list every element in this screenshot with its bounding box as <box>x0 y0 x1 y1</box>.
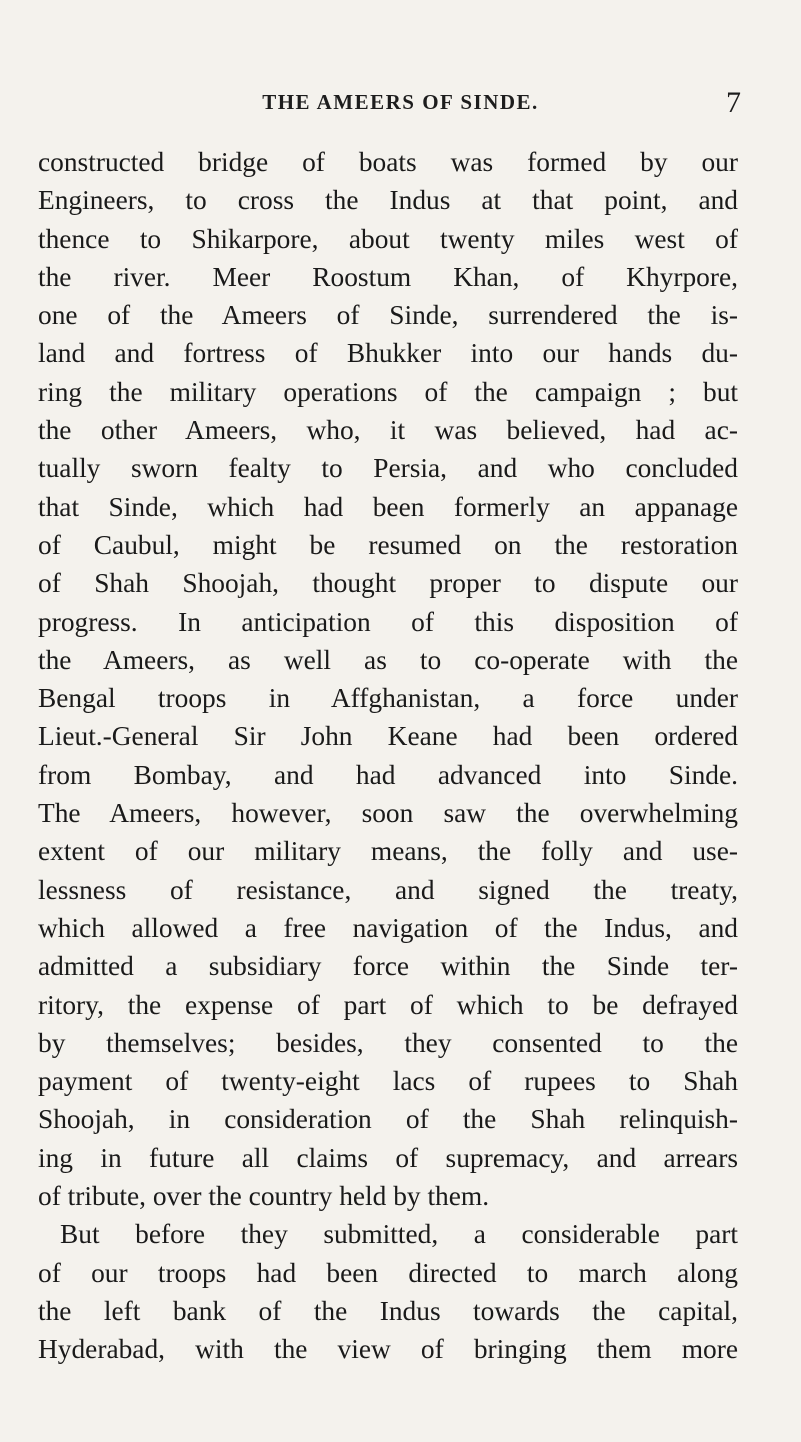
text-line: admitted a subsidiary force within the Sinde ter- <box>38 951 738 982</box>
body-text <box>38 143 738 1369</box>
text-line: ing in future all claims of supremacy, and arrears <box>38 1142 738 1173</box>
text-line: constructed bridge of boats was formed by our <box>38 147 738 177</box>
text-line: Bengal troops in Affghanistan, a force under <box>38 683 738 714</box>
paragraph-2 <box>38 1215 738 1368</box>
text-line: the left bank of the Indus towards the capital, <box>38 1295 738 1326</box>
text-line: But before they submitted, a considerable part <box>60 1219 738 1250</box>
text-line: progress. In anticipation of this disposition of <box>38 606 738 637</box>
paragraph-1 <box>38 143 738 1215</box>
text-line: Shoojah, in consideration of the Shah relinquish- <box>38 1104 738 1135</box>
text-line: Engineers, to cross the Indus at that point, and <box>38 185 738 216</box>
text-line: of our troops had been directed to march along <box>38 1257 738 1288</box>
text-line: the Ameers, as well as to co-operate with the <box>38 644 738 675</box>
text-line: of Caubul, might be resumed on the restoration <box>38 529 738 560</box>
text-line: lessness of resistance, and signed the treaty, <box>38 874 738 905</box>
text-line: of Shah Shoojah, thought proper to dispute our <box>38 568 738 599</box>
text-line: The Ameers, however, soon saw the overwhelming <box>38 798 738 829</box>
text-line: the river. Meer Roostum Khan, of Khyrpore, <box>38 261 738 292</box>
text-line: that Sinde, which had been formerly an appanage <box>38 491 738 522</box>
text-line: the other Ameers, who, it was believed, had ac- <box>38 415 738 446</box>
text-line: thence to Shikarpore, about twenty miles west of <box>38 223 738 254</box>
text-line: which allowed a free navigation of the Indus, and <box>38 912 738 943</box>
page-number: 7 <box>726 86 741 119</box>
text-line: Hyderabad, with the view of bringing them more <box>38 1334 738 1365</box>
text-line: ring the military operations of the campaign ; but <box>38 376 738 407</box>
text-line: Lieut.-General Sir John Keane had been ordered <box>38 721 738 752</box>
text-line: by themselves; besides, they consented to the <box>38 1027 738 1058</box>
running-head: THE AMEERS OF SINDE. <box>262 90 539 114</box>
text-line: land and fortress of Bhukker into our hands du- <box>38 338 738 369</box>
text-line: tually sworn fealty to Persia, and who concluded <box>38 453 738 484</box>
text-line: one of the Ameers of Sinde, surrendered the is- <box>38 300 738 331</box>
text-line: payment of twenty-eight lacs of rupees to Shah <box>38 1066 738 1097</box>
text-line: extent of our military means, the folly and use- <box>38 836 738 867</box>
text-line: ritory, the expense of part of which to be defrayed <box>38 989 738 1020</box>
text-line: of tribute, over the country held by them. <box>38 1181 490 1212</box>
text-line: from Bombay, and had advanced into Sinde. <box>38 759 738 790</box>
page-header <box>0 88 801 128</box>
